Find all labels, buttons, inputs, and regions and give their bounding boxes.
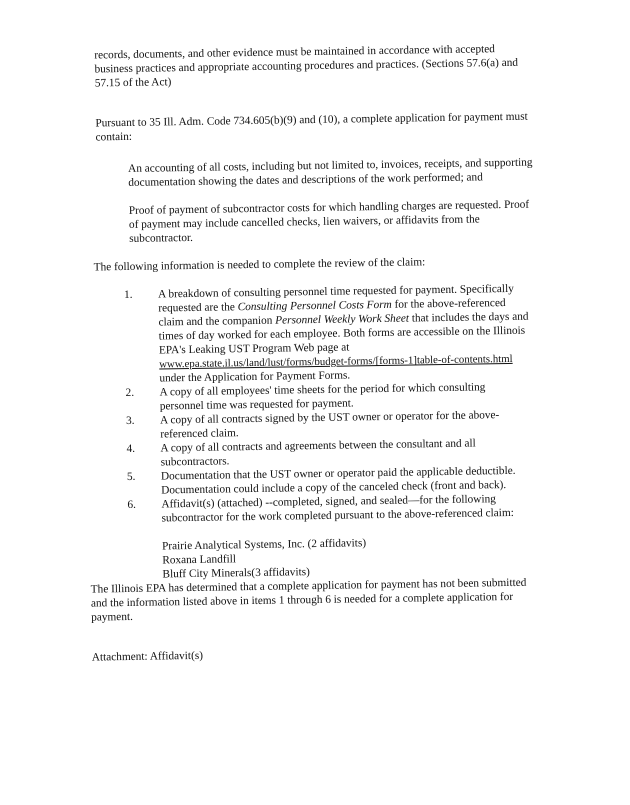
attachment-line: Attachment: Affidavit(s) (91, 649, 204, 664)
item-3-line-2: referenced claim. (160, 427, 239, 441)
intro-line-2: business practices and appropriate accounting procedures and practices. (Sections 57.6(a) and (94, 56, 519, 76)
forms-url-link[interactable]: www.epa.state.il.us/land/lust/forms/budget-forms/[forms-1]table-of-contents.html (159, 352, 513, 371)
item-5-line-1: Documentation that the UST owner or operator paid the applicable deductible. (160, 464, 516, 483)
requirement-b-line-2: of payment may include cancelled checks, lien waivers, or affidavits from the (128, 213, 480, 231)
item-1-text: requested are the (158, 301, 238, 315)
item-1-text: claim and the companion (158, 314, 276, 329)
item-6-line-2: subcontractor for the work completed pursuant to the above-referenced claim: (161, 506, 514, 525)
item-1-text: for the above-referenced (391, 297, 506, 311)
requirement-a-line-1: An accounting of all costs, including but not limited to, invoices, receipts, and supporting (128, 156, 533, 175)
item-2-line-1: A copy of all employees' time sheets for the period for which consulting (159, 381, 486, 399)
subcontractor-3: Bluff City Minerals(3 affidavits) (162, 566, 310, 581)
item-number-3: 3. (125, 414, 135, 427)
item-number-1: 1. (124, 288, 133, 302)
item-3-line-1: A copy of all contracts signed by the UST owner or operator for the above- (159, 409, 500, 427)
item-1-line-7: under the Application for Payment Forms. (159, 369, 351, 385)
weekly-work-sheet-title: Personnel Weekly Work Sheet (275, 312, 410, 327)
item-4-line-2: subcontractors. (160, 455, 230, 469)
determination-line-1: The Illinois EPA has determined that a complete application for payment has not been submitted (90, 576, 527, 596)
pursuant-line-2: contain: (95, 130, 133, 144)
intro-line-1: records, documents, and other evidence must be maintained in accordance with accepted (94, 43, 495, 62)
item-number-2: 2. (125, 386, 135, 400)
item-2-line-2: personnel time was requested for payment. (159, 397, 354, 413)
requirement-b-line-3: subcontractor. (129, 231, 193, 245)
requirement-a-line-2: documentation showing the dates and descriptions of the work performed; and (128, 171, 483, 189)
requirement-b-line-1: Proof of payment of subcontractor costs for which handling charges are requested. Proof (128, 198, 530, 217)
pursuant-line-1: Pursuant to 35 Ill. Adm. Code 734.605(b)(9) and (10), a complete application for payment must (95, 110, 528, 130)
item-number-5: 5. (126, 470, 136, 483)
item-1-text: that includes the days and (408, 310, 529, 325)
determination-line-3: payment. (91, 610, 133, 624)
subcontractor-1: Prairie Analytical Systems, Inc. (2 affidavits) (161, 537, 367, 553)
item-4-line-1: A copy of all contracts and agreements between the consultant and all (160, 437, 476, 455)
following-info-heading: The following information is needed to complete the review of the claim: (93, 256, 426, 274)
determination-line-2: and the information listed above in items 1 through 6 is needed for a complete application for (90, 590, 514, 610)
intro-line-3: 57.15 of the Act) (94, 76, 172, 90)
item-number-4: 4. (126, 442, 136, 455)
item-1-line-4: times of day worked for each employee. Both forms are accessible on the Illinois (158, 324, 526, 343)
item-6-line-1: Affidavit(s) (attached) --completed, signed, and sealed—for the following (161, 493, 496, 511)
item-1-line-1: A breakdown of consulting personnel time requested for payment. Specifically (157, 282, 514, 301)
subcontractor-2: Roxana Landfill (162, 553, 237, 567)
item-5-line-2: Documentation could include a copy of the canceled check (front and back). (161, 479, 507, 497)
consulting-costs-form-title: Consulting Personnel Costs Form (237, 298, 392, 314)
item-1-line-5: EPA's Leaking UST Program Web page at (158, 341, 350, 357)
item-number-6: 6. (127, 498, 136, 511)
